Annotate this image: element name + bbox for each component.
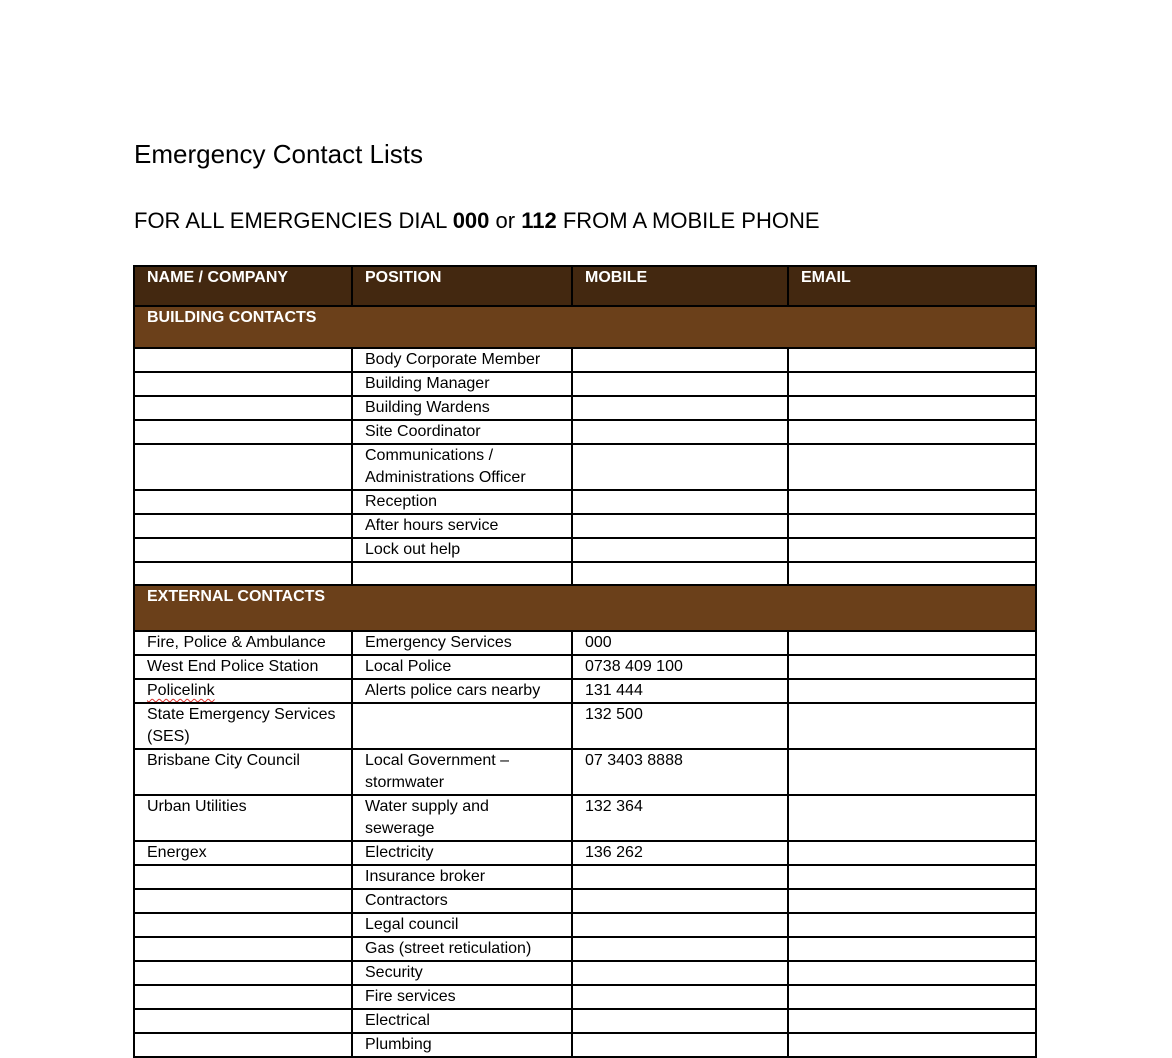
emergency-number-primary: 000 (452, 208, 490, 233)
cell-mobile[interactable]: 136 262 (572, 841, 788, 865)
cell-position[interactable]: Fire services (352, 985, 572, 1009)
cell-name[interactable] (134, 679, 352, 703)
table-row (134, 913, 1036, 937)
cell-email[interactable] (788, 372, 1036, 396)
table-header-row (134, 266, 1036, 306)
cell-name[interactable] (134, 865, 352, 889)
table-row (134, 703, 1036, 749)
column-header-email: EMAIL (788, 266, 1036, 306)
section-row-building (134, 306, 1036, 348)
cell-position[interactable]: Insurance broker (352, 865, 572, 889)
cell-position[interactable]: Building Wardens (352, 396, 572, 420)
cell-email[interactable] (788, 961, 1036, 985)
cell-mobile[interactable] (572, 889, 788, 913)
cell-email[interactable] (788, 841, 1036, 865)
cell-email[interactable] (788, 490, 1036, 514)
cell-position[interactable]: Local Police (352, 655, 572, 679)
cell-position[interactable]: Contractors (352, 889, 572, 913)
cell-name[interactable]: Fire, Police & Ambulance (134, 631, 352, 655)
cell-mobile[interactable] (572, 372, 788, 396)
cell-position[interactable]: Electrical (352, 1009, 572, 1033)
cell-mobile[interactable]: 131 444 (572, 679, 788, 703)
cell-mobile[interactable]: 07 3403 8888 (572, 749, 788, 795)
cell-mobile[interactable] (572, 420, 788, 444)
cell-name[interactable] (134, 348, 352, 372)
table-row (134, 985, 1036, 1009)
table-row (134, 490, 1036, 514)
cell-email[interactable] (788, 420, 1036, 444)
emergency-middle: or (489, 208, 522, 233)
cell-email[interactable] (788, 631, 1036, 655)
spellcheck-flagged-text: Policelink (147, 682, 215, 699)
cell-mobile[interactable] (572, 961, 788, 985)
cell-email[interactable] (788, 703, 1036, 749)
table-row (134, 679, 1036, 703)
cell-mobile[interactable] (572, 538, 788, 562)
cell-position[interactable]: Water supply and sewerage (352, 795, 572, 841)
cell-mobile[interactable] (572, 396, 788, 420)
section-title-external: EXTERNAL CONTACTS (134, 585, 1036, 631)
cell-mobile[interactable] (572, 348, 788, 372)
cell-email[interactable] (788, 562, 1036, 585)
cell-email[interactable] (788, 795, 1036, 841)
cell-email[interactable] (788, 396, 1036, 420)
cell-position[interactable]: Electricity (352, 841, 572, 865)
cell-mobile[interactable] (572, 444, 788, 490)
cell-mobile[interactable] (572, 514, 788, 538)
table-row (134, 961, 1036, 985)
cell-name[interactable]: Urban Utilities (134, 795, 352, 841)
cell-position[interactable]: Building Manager (352, 372, 572, 396)
cell-name[interactable] (134, 396, 352, 420)
cell-mobile[interactable] (572, 1033, 788, 1057)
cell-email[interactable] (788, 749, 1036, 795)
cell-mobile[interactable] (572, 913, 788, 937)
cell-name[interactable] (134, 562, 352, 585)
cell-email[interactable] (788, 913, 1036, 937)
emergency-dial-instruction (134, 206, 820, 236)
table-row (134, 865, 1036, 889)
cell-position[interactable]: Gas (street reticulation) (352, 937, 572, 961)
cell-position[interactable] (352, 562, 572, 585)
cell-email[interactable] (788, 679, 1036, 703)
page-title: Emergency Contact Lists (134, 139, 424, 169)
table-row (134, 514, 1036, 538)
cell-email[interactable] (788, 985, 1036, 1009)
table-row (134, 749, 1036, 795)
cell-email[interactable] (788, 514, 1036, 538)
cell-position[interactable]: After hours service (352, 514, 572, 538)
cell-mobile[interactable] (572, 985, 788, 1009)
table-row (134, 562, 1036, 585)
cell-mobile[interactable] (572, 937, 788, 961)
cell-email[interactable] (788, 889, 1036, 913)
cell-name[interactable] (134, 913, 352, 937)
column-header-name: NAME / COMPANY (134, 266, 352, 306)
cell-name[interactable] (134, 1009, 352, 1033)
cell-position[interactable]: Body Corporate Member (352, 348, 572, 372)
emergency-prefix: FOR ALL EMERGENCIES DIAL (134, 208, 453, 233)
table-row (134, 372, 1036, 396)
cell-name[interactable] (134, 420, 352, 444)
cell-position[interactable]: Legal council (352, 913, 572, 937)
section-title-building: BUILDING CONTACTS (134, 306, 1036, 348)
cell-mobile[interactable] (572, 1009, 788, 1033)
table-row (134, 841, 1036, 865)
cell-name[interactable] (134, 372, 352, 396)
cell-name[interactable] (134, 937, 352, 961)
cell-name[interactable] (134, 514, 352, 538)
cell-mobile[interactable] (572, 865, 788, 889)
cell-name[interactable]: West End Police Station (134, 655, 352, 679)
cell-email[interactable] (788, 937, 1036, 961)
cell-name[interactable] (134, 444, 352, 490)
column-header-position: POSITION (352, 266, 572, 306)
cell-position[interactable]: Emergency Services (352, 631, 572, 655)
section-row-external (134, 585, 1036, 631)
table-row (134, 538, 1036, 562)
cell-email[interactable] (788, 865, 1036, 889)
cell-position[interactable]: Site Coordinator (352, 420, 572, 444)
table-row (134, 1009, 1036, 1033)
cell-email[interactable] (788, 655, 1036, 679)
cell-email[interactable] (788, 444, 1036, 490)
cell-position[interactable] (352, 703, 572, 749)
cell-name[interactable]: Energex (134, 841, 352, 865)
table-row (134, 795, 1036, 841)
emergency-suffix: FROM A MOBILE PHONE (556, 208, 820, 233)
cell-mobile[interactable] (572, 562, 788, 585)
table-row (134, 1033, 1036, 1057)
cell-email[interactable] (788, 348, 1036, 372)
table-row (134, 396, 1036, 420)
cell-name[interactable] (134, 1033, 352, 1057)
table-row (134, 420, 1036, 444)
cell-mobile[interactable] (572, 490, 788, 514)
cell-mobile[interactable]: 132 364 (572, 795, 788, 841)
cell-name[interactable] (134, 889, 352, 913)
cell-position[interactable]: Security (352, 961, 572, 985)
table-row (134, 348, 1036, 372)
table-row (134, 444, 1036, 490)
cell-name[interactable] (134, 961, 352, 985)
contacts-table (133, 265, 1037, 1058)
cell-email[interactable] (788, 538, 1036, 562)
cell-email[interactable] (788, 1009, 1036, 1033)
cell-position[interactable]: Reception (352, 490, 572, 514)
table-row (134, 631, 1036, 655)
cell-mobile[interactable]: 000 (572, 631, 788, 655)
cell-email[interactable] (788, 1033, 1036, 1057)
table-row (134, 655, 1036, 679)
cell-position[interactable]: Communications / Administrations Officer (352, 444, 572, 490)
cell-name[interactable] (134, 985, 352, 1009)
table-row (134, 937, 1036, 961)
cell-name[interactable]: Brisbane City Council (134, 749, 352, 795)
cell-mobile[interactable]: 0738 409 100 (572, 655, 788, 679)
cell-position[interactable]: Alerts police cars nearby (352, 679, 572, 703)
cell-name[interactable] (134, 490, 352, 514)
cell-position[interactable]: Local Government – stormwater (352, 749, 572, 795)
emergency-number-mobile: 112 (521, 208, 557, 233)
cell-position[interactable]: Lock out help (352, 538, 572, 562)
cell-name[interactable]: State Emergency Services (SES) (134, 703, 352, 749)
cell-position[interactable]: Plumbing (352, 1033, 572, 1057)
column-header-mobile: MOBILE (572, 266, 788, 306)
table-row (134, 889, 1036, 913)
cell-mobile[interactable]: 132 500 (572, 703, 788, 749)
cell-name[interactable] (134, 538, 352, 562)
